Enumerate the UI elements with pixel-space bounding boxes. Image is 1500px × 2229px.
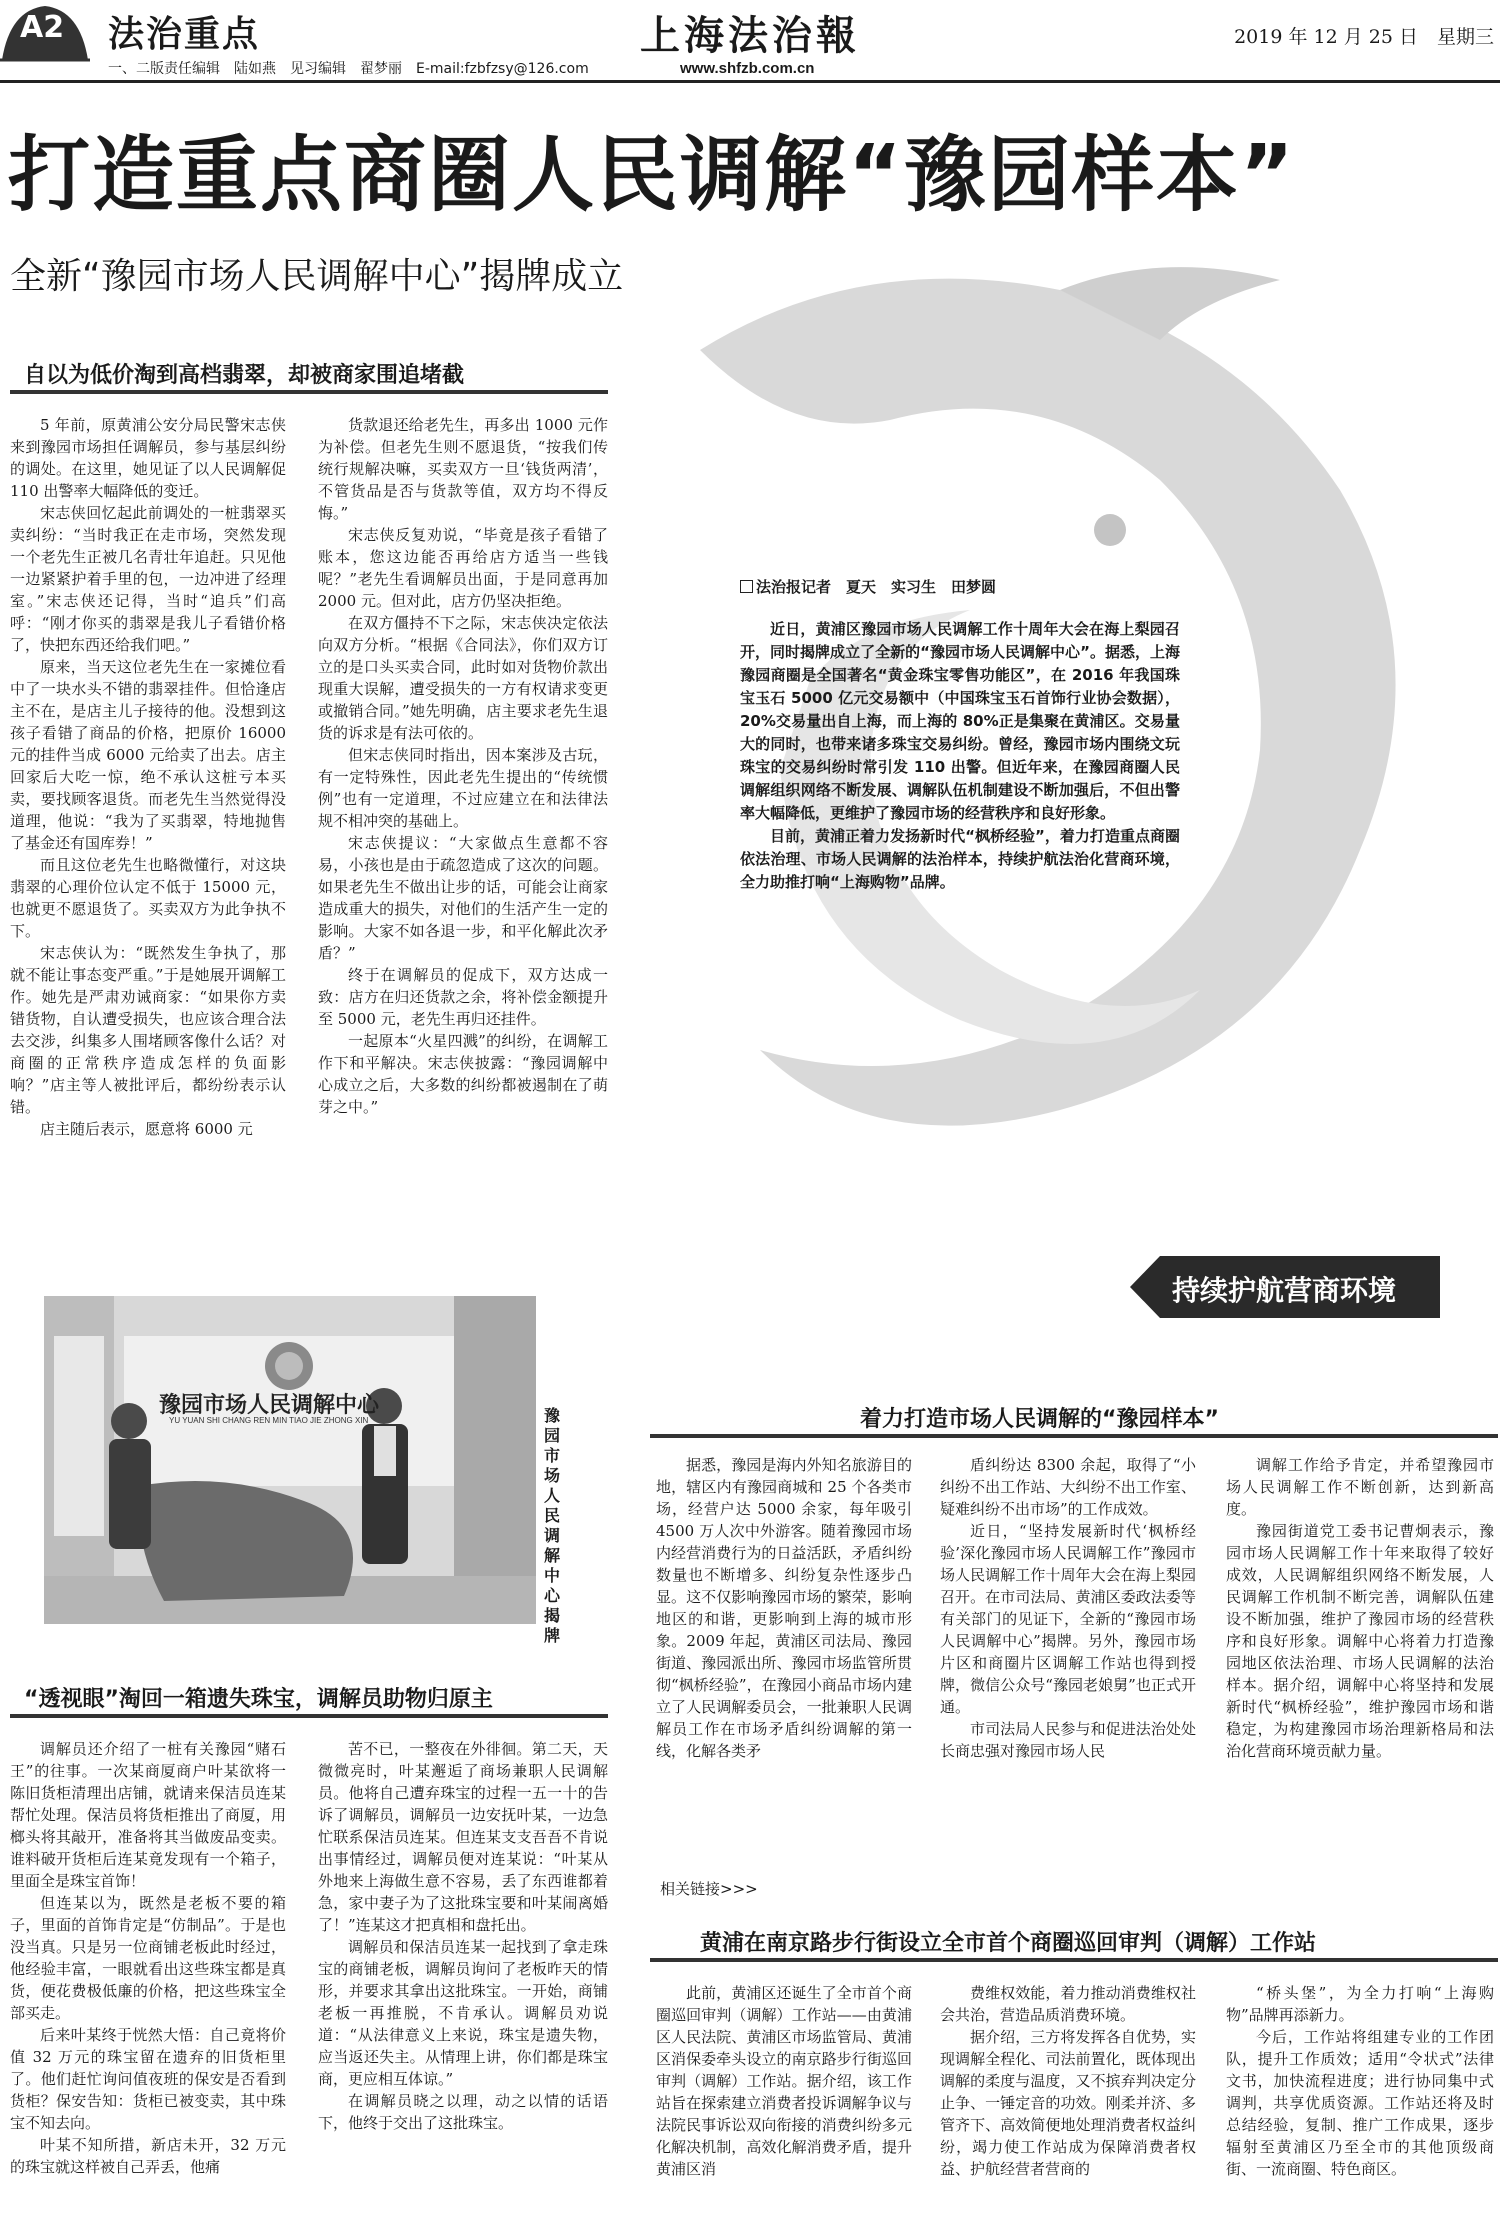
page-badge	[0, 2, 90, 62]
related-link-label: 相关链接>>>	[660, 1880, 758, 1898]
section-banner	[1130, 1256, 1440, 1318]
photo-illustration-icon	[44, 1296, 536, 1624]
paragraph: 近日，黄浦区豫园市场人民调解工作十周年大会在海上梨园召开，同时揭牌成立了全新的“豫园市场人民调解中心”。据悉，上海豫园商圈是全国著名“黄金珠宝零售功能区”，在 2016 年我国珠宝玉石 5000 亿元交易额中（中国珠宝玉石首饰行业协会数据），20%交易量出自上海，而上海的 80%正是集聚在黄浦区。交易量大的同时，也带来诸多珠宝交易纠纷。曾经，豫园市场内围绕文玩珠宝的交易纠纷时常引发 110 出警。但近年来，在豫园商圈人民调解组织网络不断发展、调解队伍机制建设不断加强后，不但出警率大幅降低，更维护了豫园市场的经营秩序和良好形象。	[740, 620, 1180, 822]
photo-sign-text: 豫园市场人民调解中心	[159, 1393, 380, 1418]
paper-url: www.shfzb.com.cn	[680, 60, 815, 77]
banner-text: 持续护航营商环境	[1172, 1274, 1397, 1307]
paragraph: 费维权效能，着力推动消费维权社会共治，营造品质消费环境。	[940, 1984, 1196, 2024]
paragraph: 今后，工作站将组建专业的工作团队，提升工作质效；适用“令状式”法律文书，加快流程进度；进行协同集中式调判，共享优质资源。工作站还将及时总结经验，复制、推广工作成果，逐步辐射至黄浦区乃至全市的其他顶级商街、一流商圈、特色商区。	[1226, 2028, 1494, 2178]
paragraph: 店主随后表示，愿意将 6000 元	[40, 1120, 253, 1138]
masthead	[0, 0, 1500, 82]
sub-headline: 全新“豫园市场人民调解中心”揭牌成立	[10, 256, 624, 297]
issue-date: 2019 年 12 月 25 日 星期三	[1234, 26, 1494, 48]
paragraph: 而且这位老先生也略微懂行，对这块翡翠的心理价位认定不低于 15000 元，也就更不愿退货了。买卖双方为此争执不下。	[10, 856, 286, 940]
paragraph: 宋志侠反复劝说，“毕竟是孩子看错了账本，您这边能否再给店方适当一些钱呢？”老先生看调解员出面，于是同意再加 2000 元。但对此，店方仍坚决拒绝。	[318, 526, 608, 610]
paragraph: “桥头堡”，为全力打响“上海购物”品牌再添新力。	[1226, 1984, 1494, 2024]
story1-kicker: 自以为低价淘到高档翡翠，却被商家围追堵截	[24, 363, 465, 388]
story1-column-2	[318, 414, 608, 1264]
byline-box-icon	[740, 580, 753, 593]
editor-credits: 一、二版责任编辑 陆如燕 见习编辑 翟梦丽 E-mail:fzbfzsy@126.com	[108, 61, 589, 77]
byline-text: 法治报记者 夏天 实习生 田梦圆	[756, 578, 997, 596]
story4-column-2	[940, 1982, 1196, 2224]
story1-column-1	[10, 414, 286, 1264]
paragraph: 但宋志侠同时指出，因本案涉及古玩，有一定特殊性，因此老先生提出的“传统惯例”也有一定道理，不过应建立在和法律法规不相冲突的基础上。	[318, 746, 608, 830]
paragraph: 终于在调解员的促成下，双方达成一致：店方在归还货款之余，将补偿金额提升至 5000 元，老先生再归还挂件。	[318, 966, 608, 1028]
story2-kicker-bar	[10, 1714, 608, 1718]
paragraph: 近日，“坚持发展新时代‘枫桥经验’深化豫园市场人民调解工作”豫园市场人民调解工作十周年大会在海上梨园召开。在市司法局、黄浦区委政法委等有关部门的见证下，全新的“豫园市场人民调解中心”揭牌。另外，豫园市场片区和商圈片区调解工作站也得到授牌，微信公众号“豫园老娘舅”也正式开通。	[940, 1522, 1196, 1716]
paragraph: 调解员还介绍了一桩有关豫园“赌石王”的往事。一次某商厦商户叶某欲将一陈旧货柜清理出店铺，就请来保洁员连某帮忙处理。保洁员将货柜推出了商厦，用榔头将其敲开，准备将其当做废品变卖。谁料破开货柜后连某竟发现有一个箱子，里面全是珠宝首饰！	[10, 1740, 286, 1890]
main-headline: 打造重点商圈人民调解“豫园样本”	[8, 128, 1296, 223]
story4-kicker: 黄浦在南京路步行街设立全市首个商圈巡回审判（调解）工作站	[700, 1931, 1317, 1956]
paragraph: 豫园街道党工委书记曹炯表示，豫园市场人民调解工作十年来取得了较好成效，人民调解组织网络不断发展，人民调解工作机制不断完善，调解队伍建设不断加强，维护了豫园市场的经营秩序和良好形象。调解中心将着力打造豫园地区依法治理、市场人民调解的法治样本。据介绍，调解中心将坚持和发展新时代“枫桥经验”，维护豫园市场和谐稳定，为构建豫园市场治理新格局和法治化营商环境贡献力量。	[1226, 1522, 1494, 1760]
unveiling-photo	[44, 1296, 536, 1624]
story3-column-2	[940, 1454, 1196, 1842]
story3-column-3	[1226, 1454, 1494, 1842]
story4-column-1	[656, 1982, 912, 2224]
paragraph: 苦不已，一整夜在外徘徊。第二天，天微微亮时，叶某邂逅了商场兼职人民调解员。他将自己遭弃珠宝的过程一五一十的告诉了调解员，调解员一边安抚叶某，一边急忙联系保洁员连某。但连某支支吾吾不肯说出事情经过，调解员便对连某说：“叶某从外地来上海做生意不容易，丢了东西谁都着急，家中妻子为了这批珠宝要和叶某闹离婚了！”连某这才把真相和盘托出。	[318, 1740, 608, 1934]
story2-column-2	[318, 1738, 608, 2224]
story2-kicker: “透视眼”淘回一箱遗失珠宝，调解员助物归原主	[24, 1687, 493, 1712]
story3-kicker-bar	[650, 1434, 1498, 1438]
paragraph: 调解员和保洁员连某一起找到了拿走珠宝的商铺老板，调解员询问了老板昨天的情形，并要求其拿出这批珠宝。一开始，商铺老板一再推脱，不肯承认。调解员劝说道：“从法律意义上来说，珠宝是遗失物，应当返还失主。从情理上讲，你们都是珠宝商，更应相互体谅。”	[318, 1938, 608, 2088]
paragraph: 后来叶某终于恍然大悟：自己竟将价值 32 万元的珠宝留在遗弃的旧货柜里了。他们赶忙询问值夜班的保安是否看到货柜？保安告知：货柜已被变卖，其中珠宝不知去向。	[10, 2026, 286, 2132]
paragraph: 货款退还给老先生，再多出 1000 元作为补偿。但老先生则不愿退货，“按我们传统行规解决嘛，买卖双方一旦‘钱货两清’，不管货品是否与货款等值，双方均不得反悔。”	[318, 416, 608, 522]
byline	[740, 576, 996, 597]
paragraph: 叶某不知所措，新店未开，32 万元的珠宝就这样被自己弄丢，他痛	[10, 2136, 286, 2176]
paragraph: 宋志侠认为：“既然发生争执了，那就不能让事态变严重。”于是她展开调解工作。她先是严肃劝诫商家：“如果你方卖错货物，自认遭受损失，也应该合理合法去交涉，纠集多人围堵顾客像什么话？对商圈的正常秩序造成怎样的负面影响？”店主等人被批评后，都纷纷表示认错。	[10, 944, 286, 1116]
paragraph: 宋志侠回忆起此前调处的一桩翡翠买卖纠纷：“当时我正在走市场，突然发现一个老先生正被几名青壮年追赶。只见他一边紧紧护着手里的包，一边冲进了经理室。”宋志侠还记得，当时“追兵”们高呼：“刚才你买的翡翠是我儿子看错价格了，快把东西还给我们吧。”	[10, 504, 286, 654]
paragraph: 一起原本“火星四溅”的纠纷，在调解工作下和平解决。宋志侠披露：“豫园调解中心成立之后，大多数的纠纷都被遏制在了萌芽之中。”	[318, 1032, 608, 1116]
paragraph: 市司法局人民参与和促进法治处处长商忠强对豫园市场人民	[940, 1720, 1196, 1760]
photo-sign-pinyin: YU YUAN SHI CHANG REN MIN TIAO JIE ZHONG XIN	[169, 1416, 369, 1425]
photo-caption: 豫园市场人民调解中心揭牌	[544, 1406, 561, 1645]
paper-logo: 上海法治報	[640, 12, 860, 59]
story3-column-1	[656, 1454, 912, 1842]
paragraph: 原来，当天这位老先生在一家摊位看中了一块水头不错的翡翠挂件。但恰逢店主不在，是店主儿子接待的他。没想到这孩子看错了商品的价格，把原价 16000 元的挂件当成 6000 元给卖了出去。店主回家后大吃一惊，绝不承认这桩亏本买卖，要找顾客退货。而老先生当然觉得没道理，他说：“我为了买翡翠，特地抛售了基金还有国库券！”	[10, 658, 286, 852]
story2-column-1	[10, 1738, 286, 2224]
paragraph: 据介绍，三方将发挥各自优势，实现调解全程化、司法前置化，既体现出调解的柔度与温度，又不摈弃判决定分止争、一锤定音的功效。刚柔并济、多管齐下、高效简便地处理消费者权益纠纷，竭力使工作站成为保障消费者权益、护航经营者营商的	[940, 2028, 1196, 2178]
story3-kicker: 着力打造市场人民调解的“豫园样本”	[860, 1407, 1219, 1432]
paragraph: 但连某以为，既然是老板不要的箱子，里面的首饰肯定是“仿制品”。于是也没当真。只是另一位商铺老板此时经过，他经验丰富，一眼就看出这些珠宝都是真货，便花费极低廉的价格，把这些珠宝全部买走。	[10, 1894, 286, 2022]
paragraph: 在调解员晓之以理，动之以情的话语下，他终于交出了这批珠宝。	[318, 2092, 608, 2132]
paragraph: 此前，黄浦区还诞生了全市首个商圈巡回审判（调解）工作站——由黄浦区人民法院、黄浦区市场监管局、黄浦区消保委牵头设立的南京路步行街巡回审判（调解）工作站。据介绍，该工作站旨在探索建立消费者投诉调解争议与法院民事诉讼双向衔接的消费纠纷多元化解决机制，高效化解消费矛盾，提升黄浦区消	[656, 1984, 912, 2178]
paragraph: 目前，黄浦正着力发扬新时代“枫桥经验”，着力打造重点商圈依法治理、市场人民调解的法治样本，持续护航法治化营商环境，全力助推打响“上海购物”品牌。	[740, 827, 1180, 891]
lead-paragraph	[740, 618, 1180, 894]
paragraph: 5 年前，原黄浦公安分局民警宋志侠来到豫园市场担任调解员，参与基层纠纷的调处。在这里，她见证了以人民调解促 110 出警率大幅降低的变迁。	[10, 416, 286, 500]
paragraph: 盾纠纷达 8300 余起，取得了“小纠纷不出工作站、大纠纷不出工作室、疑难纠纷不出市场”的工作成效。	[940, 1456, 1196, 1518]
story4-kicker-bar	[650, 1958, 1498, 1962]
story1-kicker-bar	[10, 390, 608, 394]
header-rule	[0, 80, 1500, 83]
section-title: 法治重点	[108, 14, 261, 55]
story4-column-3	[1226, 1982, 1494, 2224]
paragraph: 宋志侠提议：“大家做点生意都不容易，小孩也是由于疏忽造成了这次的问题。如果老先生不做出让步的话，可能会让商家造成重大的损失，对他们的生活产生一定的影响。大家不如各退一步，和平化解此次矛盾？”	[318, 834, 608, 962]
page-number: A2	[20, 10, 65, 45]
paragraph: 调解工作给予肯定，并希望豫园市场人民调解工作不断创新，达到新高度。	[1226, 1456, 1494, 1518]
paragraph: 据悉，豫园是海内外知名旅游目的地，辖区内有豫园商城和 25 个各类市场，经营户达 5000 余家，每年吸引 4500 万人次中外游客。随着豫园市场内经营消费行为的日益活跃，矛盾纠纷数量也不断增多、纠纷复杂性逐步凸显。这不仅影响豫园市场的繁荣，影响地区的和谐，更影响到上海的城市形象。2009 年起，黄浦区司法局、豫园街道、豫园派出所、豫园市场监管所贯彻“枫桥经验”，在豫园小商品市场内建立了人民调解委员会，一批兼职人民调解员工作在市场矛盾纠纷调解的第一线，化解各类矛	[656, 1456, 912, 1760]
paragraph: 在双方僵持不下之际，宋志侠决定依法向双方分析。“根据《合同法》，你们双方订立的是口头买卖合同，此时如对货物价款出现重大误解，遭受损失的一方有权请求变更或撤销合同。”她先明确，店主要求老先生退货的诉求是有法可依的。	[318, 614, 608, 742]
